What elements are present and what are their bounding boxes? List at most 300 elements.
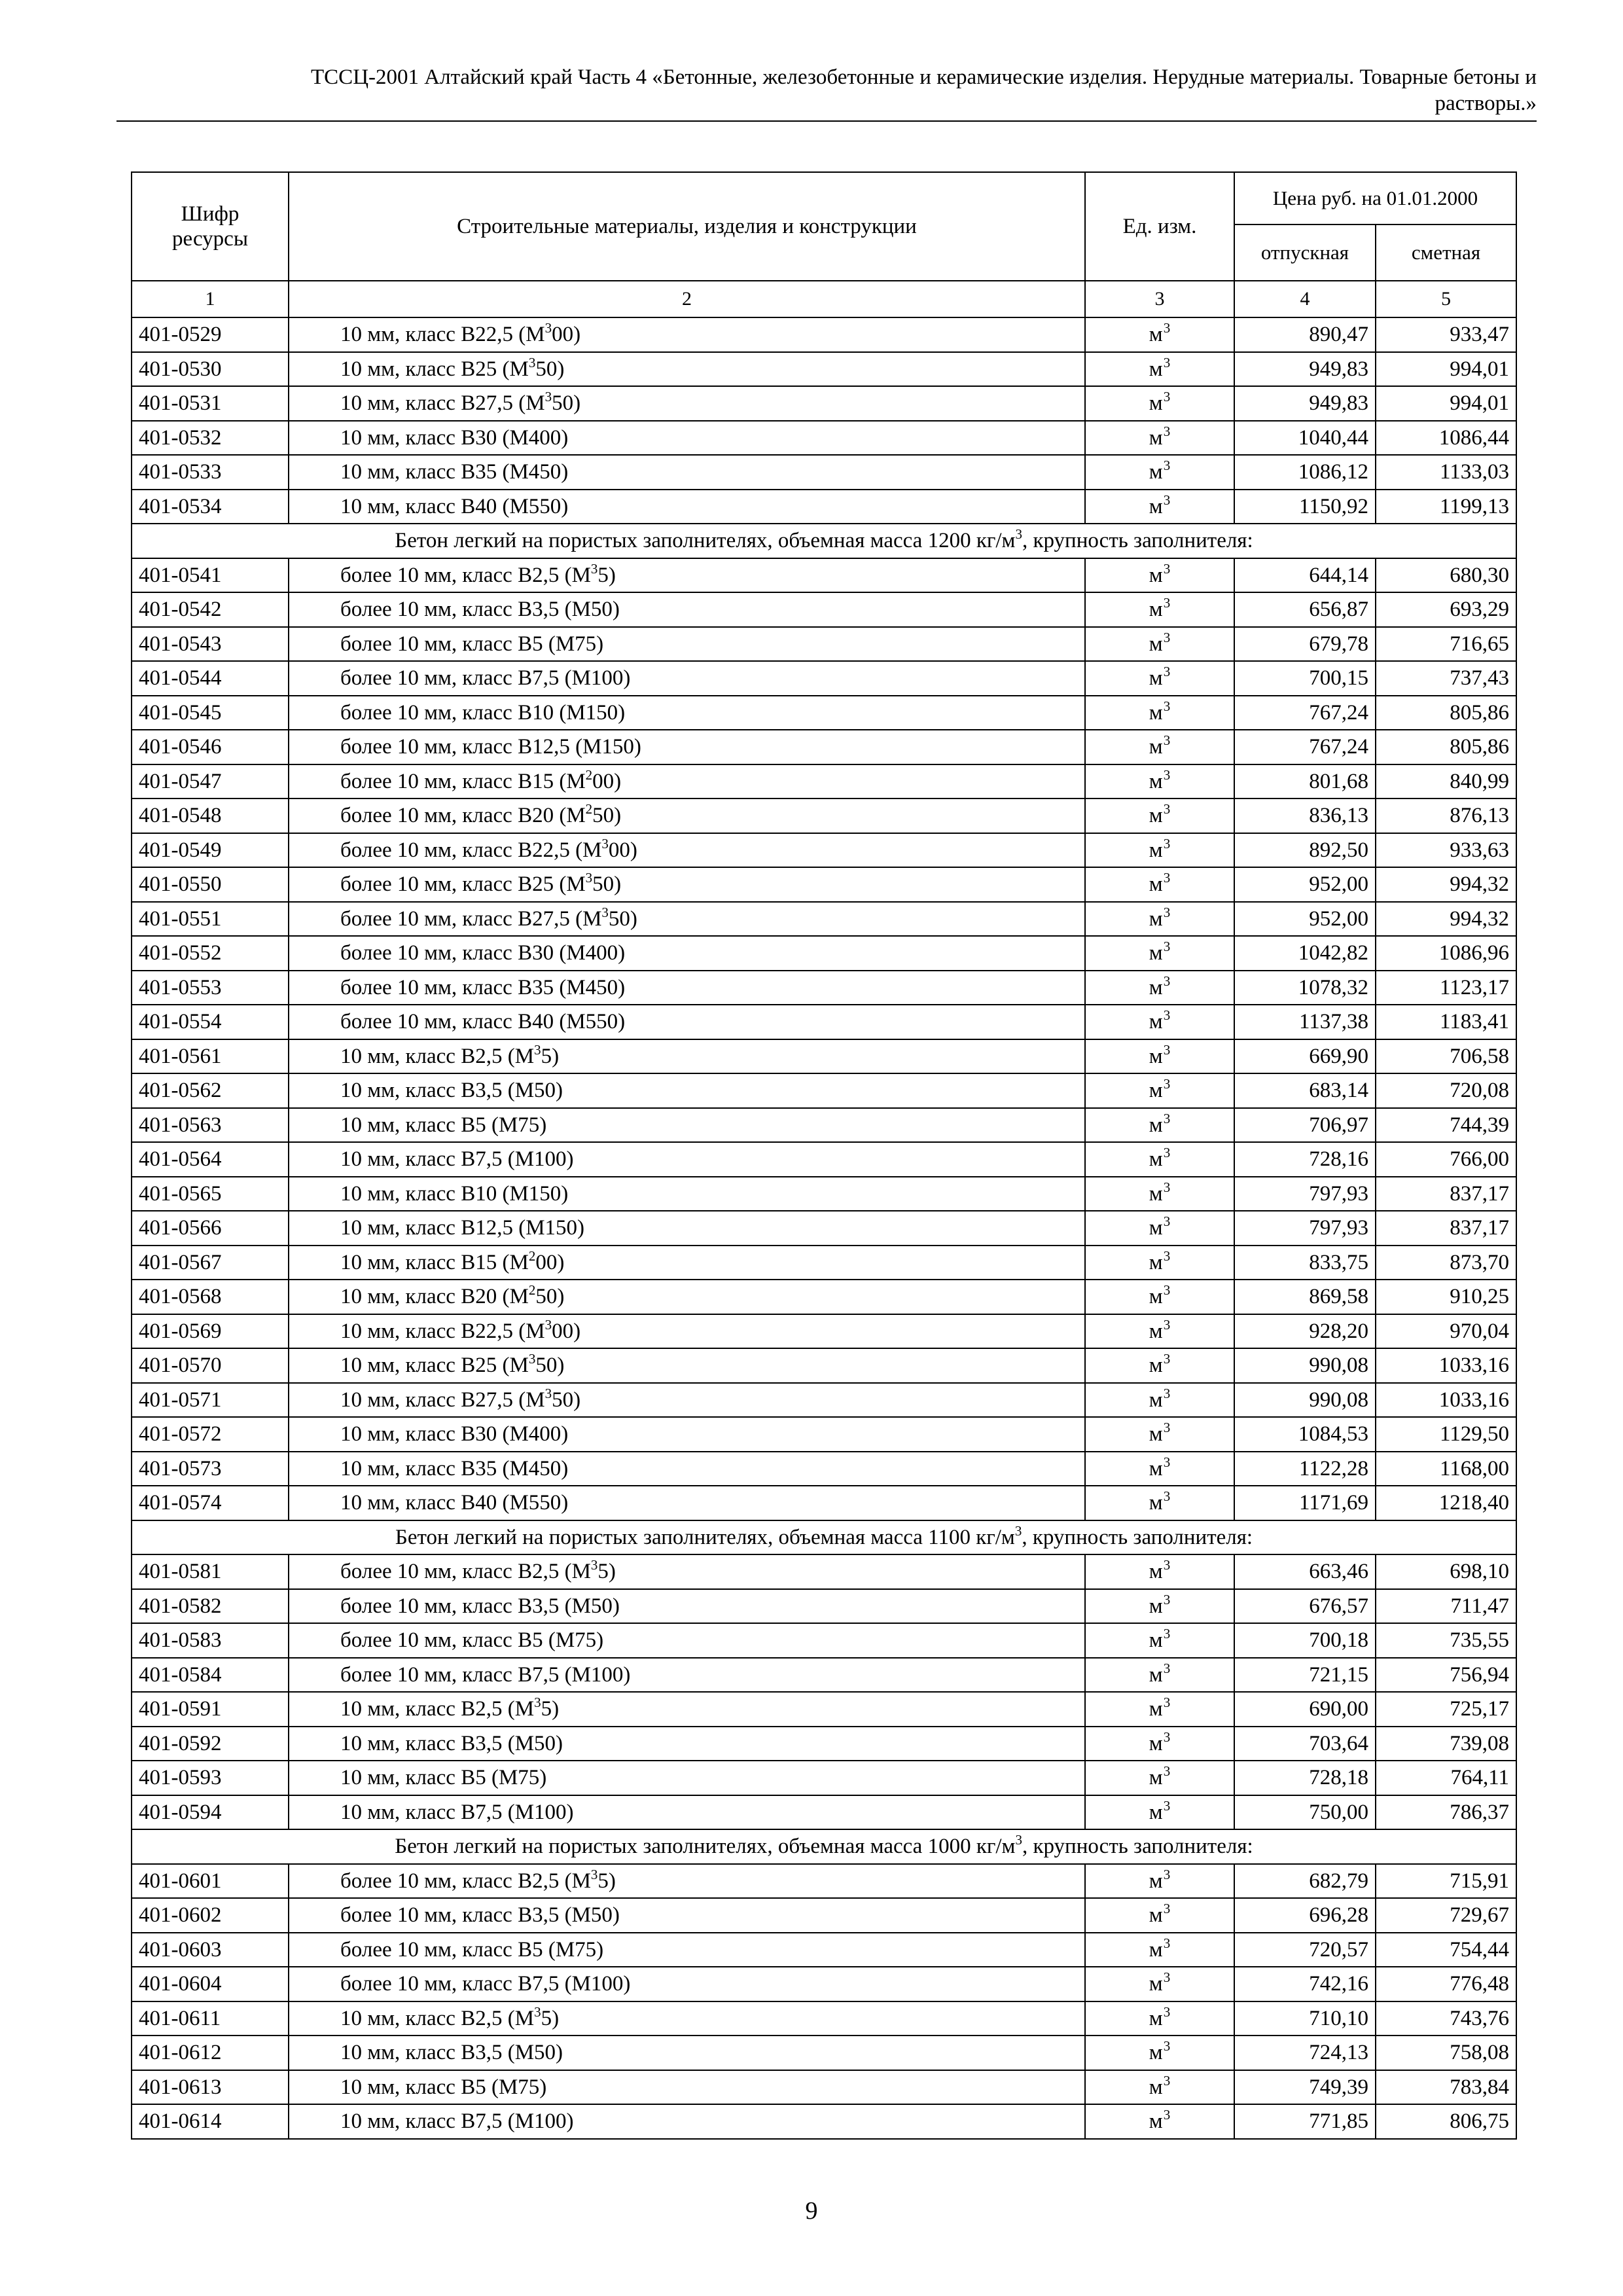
unit-base: м xyxy=(1149,975,1163,999)
col-header-estimate: сметная xyxy=(1376,224,1516,281)
unit-base: м xyxy=(1149,2075,1163,2099)
column-number: 1 xyxy=(132,281,289,317)
unit-exponent: 3 xyxy=(1163,354,1171,370)
material-name xyxy=(289,696,1085,730)
table-row xyxy=(132,1211,1516,1246)
material-name xyxy=(289,1073,1085,1108)
unit-exponent: 3 xyxy=(1163,1729,1171,1745)
estimate-price: 715,91 xyxy=(1376,1864,1516,1899)
material-name-superscript: 3 xyxy=(544,389,552,405)
column-number: 5 xyxy=(1376,281,1516,317)
resource-code: 401-0612 xyxy=(132,2036,289,2070)
table-row xyxy=(132,1108,1516,1143)
material-name xyxy=(289,1623,1085,1658)
estimate-price: 737,43 xyxy=(1376,661,1516,696)
unit-exponent: 3 xyxy=(1163,1247,1171,1264)
material-name-text: более 10 мм, класс В2,5 (М xyxy=(340,1560,591,1584)
unit xyxy=(1085,2001,1234,2036)
estimate-price: 711,47 xyxy=(1376,1589,1516,1624)
release-price: 656,87 xyxy=(1234,592,1376,627)
unit xyxy=(1085,592,1234,627)
material-name-tail: 50) xyxy=(535,357,565,381)
unit-exponent: 3 xyxy=(1163,1145,1171,1161)
table-row xyxy=(132,1246,1516,1280)
unit-exponent: 3 xyxy=(1163,457,1171,474)
material-name xyxy=(289,1589,1085,1624)
estimate-price: 1129,50 xyxy=(1376,1417,1516,1452)
material-name-text: более 10 мм, класс В5 (М75) xyxy=(340,1628,604,1653)
material-name xyxy=(289,661,1085,696)
unit-base: м xyxy=(1149,941,1163,965)
resource-code: 401-0614 xyxy=(132,2104,289,2139)
release-price: 892,50 xyxy=(1234,833,1376,868)
estimate-price: 743,76 xyxy=(1376,2001,1516,2036)
estimate-price: 720,08 xyxy=(1376,1073,1516,1108)
estimate-price: 805,86 xyxy=(1376,730,1516,764)
material-name-text: более 10 мм, класс В5 (М75) xyxy=(340,632,604,656)
estimate-price: 1218,40 xyxy=(1376,1486,1516,1520)
resource-code: 401-0594 xyxy=(132,1795,289,1830)
unit-exponent: 3 xyxy=(1163,870,1171,886)
table-row xyxy=(132,1039,1516,1074)
unit-base: м xyxy=(1149,391,1163,416)
unit-base: м xyxy=(1149,563,1163,587)
unit-base: м xyxy=(1149,1869,1163,1893)
unit xyxy=(1085,558,1234,593)
unit-exponent: 3 xyxy=(1163,1213,1171,1230)
unit xyxy=(1085,1039,1234,1074)
unit-base: м xyxy=(1149,2006,1163,2030)
release-price: 952,00 xyxy=(1234,902,1376,937)
table-row xyxy=(132,317,1516,352)
unit-base: м xyxy=(1149,357,1163,381)
release-price: 990,08 xyxy=(1234,1348,1376,1383)
release-price: 1137,38 xyxy=(1234,1005,1376,1039)
material-name-superscript: 3 xyxy=(534,2003,541,2020)
material-name xyxy=(289,490,1085,524)
unit-base: м xyxy=(1149,1319,1163,1343)
resource-code: 401-0542 xyxy=(132,592,289,627)
material-name-text: более 10 мм, класс В7,5 (М100) xyxy=(340,1662,631,1687)
material-name xyxy=(289,1486,1085,1520)
release-price: 1171,69 xyxy=(1234,1486,1376,1520)
unit-exponent: 3 xyxy=(1163,835,1171,852)
release-price: 833,75 xyxy=(1234,1246,1376,1280)
resource-code: 401-0548 xyxy=(132,798,289,833)
header-divider xyxy=(116,120,1537,122)
material-name-superscript: 3 xyxy=(534,1695,541,1711)
table-row xyxy=(132,1005,1516,1039)
material-name-text: 10 мм, класс В5 (М75) xyxy=(340,1113,547,1137)
unit-exponent: 3 xyxy=(1163,1179,1171,1195)
material-name-tail: 5) xyxy=(541,1044,560,1068)
release-price: 676,57 xyxy=(1234,1589,1376,1624)
unit-base: м xyxy=(1149,2109,1163,2134)
unit xyxy=(1085,696,1234,730)
resource-code: 401-0569 xyxy=(132,1314,289,1349)
estimate-price: 910,25 xyxy=(1376,1280,1516,1314)
estimate-price: 706,58 xyxy=(1376,1039,1516,1074)
estimate-price: 840,99 xyxy=(1376,764,1516,799)
estimate-price: 776,48 xyxy=(1376,1967,1516,2001)
unit-base: м xyxy=(1149,323,1163,347)
estimate-price: 1123,17 xyxy=(1376,971,1516,1005)
estimate-price: 933,63 xyxy=(1376,833,1516,868)
release-price: 1086,12 xyxy=(1234,455,1376,490)
unit-exponent: 3 xyxy=(1163,2107,1171,2123)
resource-code: 401-0530 xyxy=(132,352,289,387)
release-price: 644,14 xyxy=(1234,558,1376,593)
unit xyxy=(1085,352,1234,387)
unit-exponent: 3 xyxy=(1163,1591,1171,1607)
material-name xyxy=(289,971,1085,1005)
material-name xyxy=(289,1314,1085,1349)
material-name xyxy=(289,730,1085,764)
unit-exponent: 3 xyxy=(1163,492,1171,508)
material-name-text: более 10 мм, класс В7,5 (М100) xyxy=(340,666,631,691)
material-name xyxy=(289,833,1085,868)
table-row xyxy=(132,2036,1516,2070)
material-name-superscript: 3 xyxy=(544,1385,552,1401)
material-name-text: 10 мм, класс В7,5 (М100) xyxy=(340,2109,574,2134)
unit-base: м xyxy=(1149,1662,1163,1687)
table-row xyxy=(132,696,1516,730)
resource-code: 401-0553 xyxy=(132,971,289,1005)
unit xyxy=(1085,1486,1234,1520)
material-name-text: 10 мм, класс В40 (М550) xyxy=(340,494,569,518)
material-name-text: более 10 мм, класс В10 (М150) xyxy=(340,700,626,725)
unit xyxy=(1085,1348,1234,1383)
unit-base: м xyxy=(1149,598,1163,622)
unit-exponent: 3 xyxy=(1163,595,1171,611)
resource-code: 401-0565 xyxy=(132,1177,289,1211)
material-name-tail: 5) xyxy=(541,2006,560,2030)
unit-base: м xyxy=(1149,666,1163,691)
unit xyxy=(1085,1108,1234,1143)
material-name-text: 10 мм, класс В7,5 (М100) xyxy=(340,1800,574,1824)
unit-exponent: 3 xyxy=(1163,2038,1171,2054)
material-name xyxy=(289,1348,1085,1383)
section-title-text: Бетон легкий на пористых заполнителях, объемная масса 1000 кг/м xyxy=(395,1835,1016,1859)
release-price: 869,58 xyxy=(1234,1280,1376,1314)
table-row xyxy=(132,730,1516,764)
material-name xyxy=(289,558,1085,593)
unit xyxy=(1085,1177,1234,1211)
resource-code: 401-0601 xyxy=(132,1864,289,1899)
table-row xyxy=(132,1280,1516,1314)
table-row xyxy=(132,902,1516,937)
resource-code: 401-0582 xyxy=(132,1589,289,1624)
material-name-superscript: 3 xyxy=(601,904,609,920)
resource-code: 401-0603 xyxy=(132,1933,289,1967)
material-name-text: более 10 мм, класс В35 (М450) xyxy=(340,975,626,999)
material-name xyxy=(289,1039,1085,1074)
unit-exponent: 3 xyxy=(1163,320,1171,336)
unit xyxy=(1085,2070,1234,2105)
resource-code: 401-0564 xyxy=(132,1142,289,1177)
material-name-superscript: 3 xyxy=(534,1041,541,1058)
unit-base: м xyxy=(1149,906,1163,931)
release-price: 742,16 xyxy=(1234,1967,1376,2001)
unit-base: м xyxy=(1149,1972,1163,1996)
unit-exponent: 3 xyxy=(1163,1866,1171,1882)
release-price: 767,24 xyxy=(1234,730,1376,764)
material-name xyxy=(289,1795,1085,1830)
unit xyxy=(1085,1246,1234,1280)
page-number: 9 xyxy=(805,2197,818,2225)
estimate-price: 994,01 xyxy=(1376,352,1516,387)
material-name-superscript: 3 xyxy=(590,1866,598,1882)
release-price: 682,79 xyxy=(1234,1864,1376,1899)
section-unit-exponent: 3 xyxy=(1015,1832,1022,1848)
unit xyxy=(1085,1589,1234,1624)
unit xyxy=(1085,764,1234,799)
unit xyxy=(1085,386,1234,421)
table-row xyxy=(132,1452,1516,1486)
unit xyxy=(1085,490,1234,524)
estimate-price: 735,55 xyxy=(1376,1623,1516,1658)
table-row xyxy=(132,421,1516,456)
material-name xyxy=(289,1933,1085,1967)
table-row xyxy=(132,798,1516,833)
material-name-text: 10 мм, класс В22,5 (М xyxy=(340,1319,545,1343)
material-name-text: 10 мм, класс В25 (М xyxy=(340,357,529,381)
unit-base: м xyxy=(1149,1491,1163,1515)
resource-code: 401-0584 xyxy=(132,1658,289,1693)
estimate-price: 994,32 xyxy=(1376,867,1516,902)
release-price: 679,78 xyxy=(1234,627,1376,662)
material-name-superscript: 3 xyxy=(585,870,593,886)
release-price: 952,00 xyxy=(1234,867,1376,902)
table-body xyxy=(132,317,1516,2139)
material-name-text: более 10 мм, класс В22,5 (М xyxy=(340,838,602,862)
material-name-text: 10 мм, класс В5 (М75) xyxy=(340,2075,547,2099)
resource-code: 401-0545 xyxy=(132,696,289,730)
unit xyxy=(1085,1658,1234,1693)
estimate-price: 1199,13 xyxy=(1376,490,1516,524)
unit xyxy=(1085,833,1234,868)
release-price: 749,39 xyxy=(1234,2070,1376,2105)
release-price: 721,15 xyxy=(1234,1658,1376,1693)
unit xyxy=(1085,2036,1234,2070)
section-title xyxy=(132,1520,1516,1555)
resource-code: 401-0583 xyxy=(132,1623,289,1658)
unit xyxy=(1085,455,1234,490)
table-row xyxy=(132,490,1516,524)
unit-exponent: 3 xyxy=(1163,1351,1171,1367)
unit-base: м xyxy=(1149,735,1163,759)
release-price: 750,00 xyxy=(1234,1795,1376,1830)
unit-exponent: 3 xyxy=(1163,1076,1171,1092)
resource-code: 401-0572 xyxy=(132,1417,289,1452)
release-price: 928,20 xyxy=(1234,1314,1376,1349)
table-row xyxy=(132,1142,1516,1177)
unit-exponent: 3 xyxy=(1163,732,1171,749)
material-name-superscript: 2 xyxy=(528,1247,536,1264)
unit xyxy=(1085,1005,1234,1039)
unit xyxy=(1085,971,1234,1005)
unit xyxy=(1085,1933,1234,1967)
estimate-price: 1086,96 xyxy=(1376,936,1516,971)
material-name-text: 10 мм, класс В15 (М xyxy=(340,1250,529,1274)
estimate-price: 744,39 xyxy=(1376,1108,1516,1143)
material-name xyxy=(289,1211,1085,1246)
unit-base: м xyxy=(1149,494,1163,518)
release-price: 1122,28 xyxy=(1234,1452,1376,1486)
unit xyxy=(1085,1142,1234,1177)
resource-code: 401-0570 xyxy=(132,1348,289,1383)
material-name-text: более 10 мм, класс В2,5 (М xyxy=(340,1869,591,1893)
material-name-tail: 5) xyxy=(597,563,616,587)
header-line-2: растворы.» xyxy=(1435,92,1537,115)
unit-exponent: 3 xyxy=(1163,801,1171,817)
unit-exponent: 3 xyxy=(1163,904,1171,920)
estimate-price: 933,47 xyxy=(1376,317,1516,352)
unit-exponent: 3 xyxy=(1163,1557,1171,1573)
table-row xyxy=(132,1898,1516,1933)
material-name xyxy=(289,867,1085,902)
col-header-release: отпускная xyxy=(1234,224,1376,281)
estimate-price: 1183,41 xyxy=(1376,1005,1516,1039)
material-name xyxy=(289,764,1085,799)
table-row xyxy=(132,971,1516,1005)
unit-exponent: 3 xyxy=(1163,2003,1171,2020)
unit-exponent: 3 xyxy=(1163,629,1171,645)
material-name-superscript: 3 xyxy=(528,1351,536,1367)
table-row xyxy=(132,764,1516,799)
material-name-tail: 50) xyxy=(535,1285,565,1309)
estimate-price: 806,75 xyxy=(1376,2104,1516,2139)
unit-base: м xyxy=(1149,1903,1163,1928)
material-name xyxy=(289,902,1085,937)
estimate-price: 1168,00 xyxy=(1376,1452,1516,1486)
table-row xyxy=(132,1795,1516,1830)
estimate-price: 783,84 xyxy=(1376,2070,1516,2105)
material-name-text: 10 мм, класс В5 (М75) xyxy=(340,1766,547,1790)
material-name xyxy=(289,1727,1085,1761)
material-name-tail: 50) xyxy=(552,1388,581,1412)
unit xyxy=(1085,1795,1234,1830)
section-row xyxy=(132,524,1516,558)
col-header-unit: Ед. изм. xyxy=(1085,172,1234,281)
resource-code: 401-0567 xyxy=(132,1246,289,1280)
material-name-text: более 10 мм, класс В5 (М75) xyxy=(340,1937,604,1962)
estimate-price: 680,30 xyxy=(1376,558,1516,593)
material-name xyxy=(289,627,1085,662)
material-name xyxy=(289,1142,1085,1177)
unit-base: м xyxy=(1149,632,1163,656)
resource-code: 401-0563 xyxy=(132,1108,289,1143)
table-row xyxy=(132,1554,1516,1589)
estimate-price: 716,65 xyxy=(1376,627,1516,662)
table-row xyxy=(132,1589,1516,1624)
material-name xyxy=(289,592,1085,627)
estimate-price: 698,10 xyxy=(1376,1554,1516,1589)
material-name-tail: 50) xyxy=(552,391,581,416)
unit-exponent: 3 xyxy=(1163,664,1171,680)
resource-code: 401-0593 xyxy=(132,1761,289,1795)
unit xyxy=(1085,1898,1234,1933)
section-title-text: Бетон легкий на пористых заполнителях, объемная масса 1200 кг/м xyxy=(395,529,1016,553)
table-row xyxy=(132,833,1516,868)
unit xyxy=(1085,1692,1234,1727)
unit xyxy=(1085,1623,1234,1658)
unit xyxy=(1085,1211,1234,1246)
resource-code: 401-0591 xyxy=(132,1692,289,1727)
table-row xyxy=(132,1383,1516,1418)
material-name xyxy=(289,936,1085,971)
material-name-text: 10 мм, класс В2,5 (М xyxy=(340,1697,535,1721)
resource-code: 401-0562 xyxy=(132,1073,289,1108)
unit xyxy=(1085,1452,1234,1486)
release-price: 801,68 xyxy=(1234,764,1376,799)
section-row xyxy=(132,1520,1516,1555)
material-name-tail: 50) xyxy=(592,872,622,897)
table-row xyxy=(132,1177,1516,1211)
material-name xyxy=(289,386,1085,421)
material-name xyxy=(289,352,1085,387)
material-name xyxy=(289,1005,1085,1039)
unit xyxy=(1085,661,1234,696)
material-name-superscript: 3 xyxy=(601,835,609,852)
release-price: 728,18 xyxy=(1234,1761,1376,1795)
material-name xyxy=(289,1452,1085,1486)
unit-exponent: 3 xyxy=(1163,389,1171,405)
section-title-tail: , крупность заполнителя: xyxy=(1022,1835,1253,1859)
material-name-superscript: 3 xyxy=(590,1557,598,1573)
release-price: 696,28 xyxy=(1234,1898,1376,1933)
material-name-text: 10 мм, класс В3,5 (М50) xyxy=(340,1731,563,1755)
unit-exponent: 3 xyxy=(1163,1626,1171,1642)
unit-exponent: 3 xyxy=(1163,1935,1171,1951)
estimate-price: 873,70 xyxy=(1376,1246,1516,1280)
unit-base: м xyxy=(1149,1147,1163,1172)
resource-code: 401-0611 xyxy=(132,2001,289,2036)
material-name-tail: 50) xyxy=(592,804,622,828)
price-table xyxy=(131,171,1517,2140)
material-name xyxy=(289,1280,1085,1314)
resource-code: 401-0554 xyxy=(132,1005,289,1039)
material-name xyxy=(289,798,1085,833)
unit-base: м xyxy=(1149,1560,1163,1584)
unit-exponent: 3 xyxy=(1163,423,1171,439)
unit-base: м xyxy=(1149,1800,1163,1824)
estimate-price: 729,67 xyxy=(1376,1898,1516,1933)
material-name-text: 10 мм, класс В12,5 (М150) xyxy=(340,1216,585,1240)
material-name-text: 10 мм, класс В3,5 (М50) xyxy=(340,2041,563,2065)
unit-base: м xyxy=(1149,1422,1163,1446)
estimate-price: 994,32 xyxy=(1376,902,1516,937)
table-row xyxy=(132,1623,1516,1658)
unit-base: м xyxy=(1149,1697,1163,1721)
unit-exponent: 3 xyxy=(1163,1420,1171,1436)
table-row xyxy=(132,1073,1516,1108)
unit-exponent: 3 xyxy=(1163,1041,1171,1058)
unit-base: м xyxy=(1149,1766,1163,1790)
estimate-price: 693,29 xyxy=(1376,592,1516,627)
release-price: 1040,44 xyxy=(1234,421,1376,456)
material-name-text: более 10 мм, класс В3,5 (М50) xyxy=(340,598,620,622)
release-price: 700,18 xyxy=(1234,1623,1376,1658)
section-title xyxy=(132,524,1516,558)
column-number-row xyxy=(132,281,1516,317)
estimate-price: 758,08 xyxy=(1376,2036,1516,2070)
resource-code: 401-0543 xyxy=(132,627,289,662)
material-name-text: более 10 мм, класс В27,5 (М xyxy=(340,906,602,931)
table-row xyxy=(132,2001,1516,2036)
estimate-price: 1033,16 xyxy=(1376,1383,1516,1418)
unit xyxy=(1085,1417,1234,1452)
